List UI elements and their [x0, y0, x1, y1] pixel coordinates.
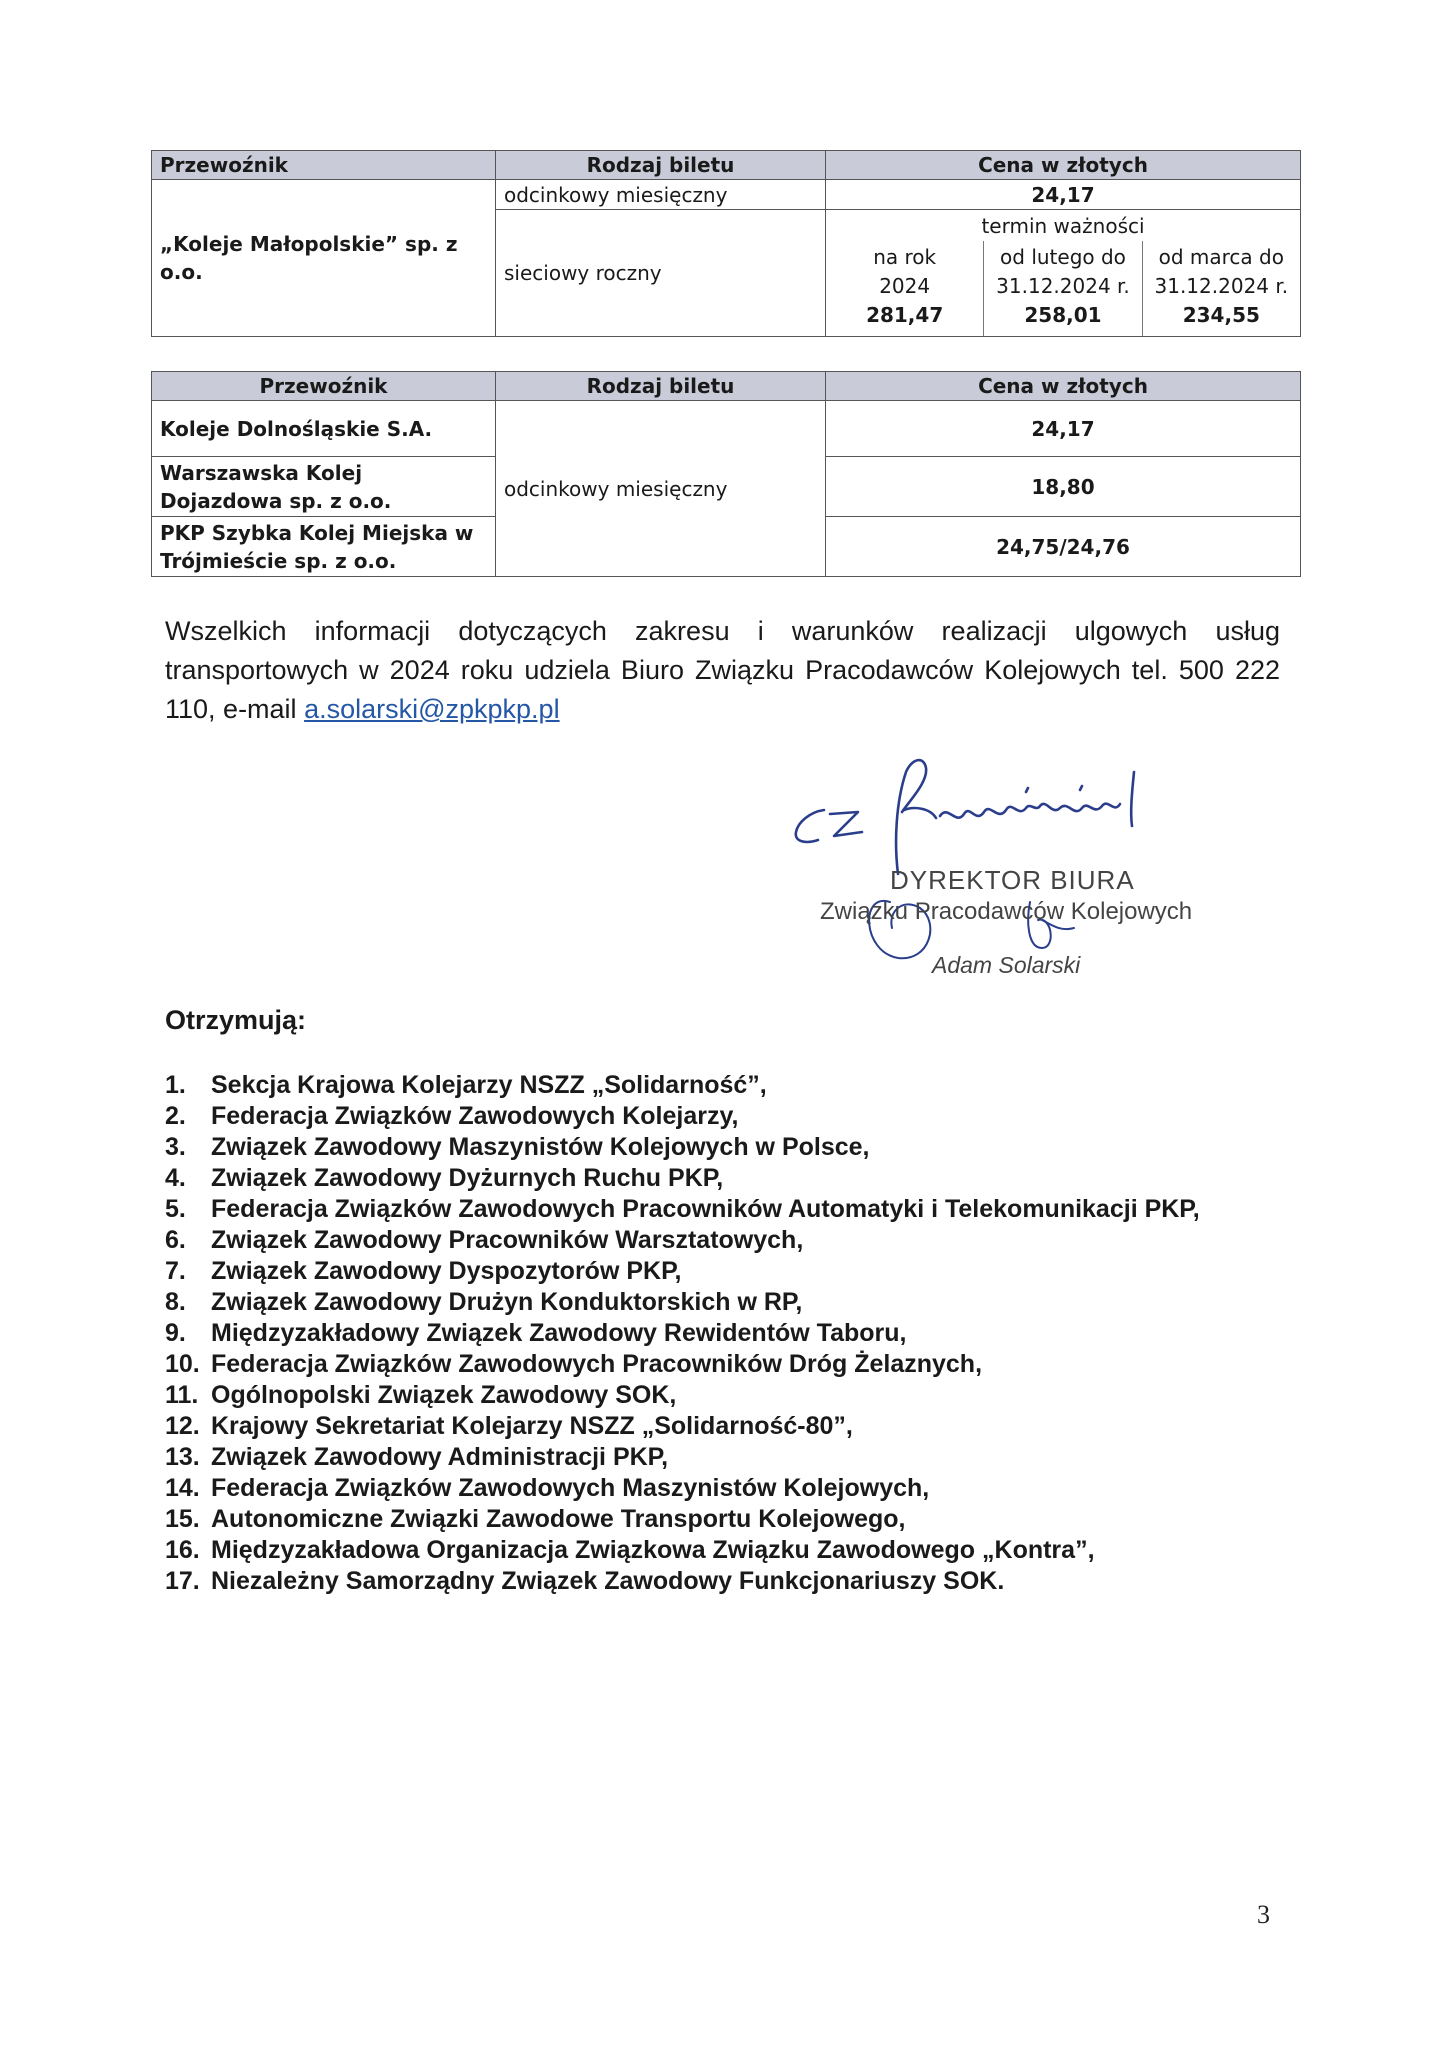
validity-label: termin ważności	[981, 213, 1145, 238]
validity-col-march-label: od marca do 31.12.2024 r.	[1154, 244, 1289, 298]
list-item	[165, 1163, 1285, 1194]
list-item-text: Federacja Związków Zawodowych Pracowników Automatyki i Telekomunikacji PKP,	[211, 1195, 1200, 1223]
table-header-row	[152, 372, 1301, 401]
price-cell: 24,17	[826, 401, 1301, 457]
list-item	[165, 1101, 1285, 1132]
signature-block	[780, 752, 1240, 982]
list-item	[165, 1535, 1285, 1566]
price-cell: 18,80	[826, 457, 1301, 517]
list-item-number: 17.	[165, 1567, 200, 1595]
list-item-number: 9.	[165, 1319, 186, 1347]
table-row	[152, 401, 1301, 457]
validity-col-march	[1142, 241, 1300, 336]
price-table-koleje-malopolskie	[151, 150, 1301, 337]
list-item	[165, 1473, 1285, 1504]
list-item-text: Ogólnopolski Związek Zawodowy SOK,	[211, 1381, 677, 1409]
info-paragraph	[165, 612, 1280, 729]
header-price: Cena w złotych	[826, 372, 1301, 401]
recipients-title: Otrzymują:	[165, 1005, 307, 1035]
ticket-type-cell: sieciowy roczny	[496, 210, 826, 337]
list-item-number: 16.	[165, 1536, 200, 1564]
list-item-number: 14.	[165, 1474, 200, 1502]
recipients-list	[165, 1070, 1285, 1597]
list-item-text: Związek Zawodowy Drużyn Konduktorskich w RP,	[211, 1288, 803, 1316]
list-item-number: 6.	[165, 1226, 186, 1254]
list-item-text: Federacja Związków Zawodowych Pracowników Dróg Żelaznych,	[211, 1350, 983, 1378]
list-item	[165, 1318, 1285, 1349]
validity-col-year	[826, 241, 983, 336]
list-item-number: 12.	[165, 1412, 200, 1440]
list-item	[165, 1380, 1285, 1411]
header-ticket-type: Rodzaj biletu	[496, 372, 826, 401]
list-item-text: Autonomiczne Związki Zawodowe Transportu Kolejowego,	[211, 1505, 906, 1533]
price-cell: 24,75/24,76	[826, 517, 1301, 577]
page-number: 3	[1257, 1900, 1270, 1929]
stamp-name: Adam Solarski	[932, 952, 1081, 978]
price-cell: 24,17	[826, 180, 1301, 210]
list-item	[165, 1349, 1285, 1380]
header-price: Cena w złotych	[826, 151, 1301, 180]
validity-col-year-label: na rok 2024	[873, 244, 937, 298]
list-item-text: Międzyzakładowy Związek Zawodowy Rewidentów Taboru,	[211, 1319, 907, 1347]
list-item-text: Międzyzakładowa Organizacja Związkowa Związku Zawodowego „Kontra”,	[211, 1536, 1095, 1564]
list-item-text: Związek Zawodowy Pracowników Warsztatowych,	[211, 1226, 804, 1254]
carrier-cell: Warszawska Kolej Dojazdowa sp. z o.o.	[152, 457, 496, 517]
table-row	[152, 180, 1301, 210]
validity-col-february-price: 258,01	[1024, 302, 1102, 327]
list-item-text: Federacja Związków Zawodowych Maszynistów Kolejowych,	[211, 1474, 930, 1502]
header-ticket-type: Rodzaj biletu	[496, 151, 826, 180]
validity-col-february	[983, 241, 1141, 336]
header-carrier: Przewoźnik	[152, 372, 496, 401]
list-item-text: Związek Zawodowy Administracji PKP,	[211, 1443, 669, 1471]
list-item-text: Sekcja Krajowa Kolejarzy NSZZ „Solidarność”,	[211, 1071, 767, 1099]
list-item-text: Krajowy Sekretariat Kolejarzy NSZZ „Solidarność-80”,	[211, 1412, 853, 1440]
list-item	[165, 1442, 1285, 1473]
info-text: Wszelkich informacji dotyczących zakresu i warunków realizacji ulgowych usług transportowych w 2024 roku udziela Biuro Związku Pracodawców Kolejowych tel. 500 222 110, e-mail	[165, 616, 1280, 724]
ticket-type-cell: odcinkowy miesięczny	[496, 180, 826, 210]
list-item-number: 5.	[165, 1195, 186, 1223]
list-item-text: Federacja Związków Zawodowych Kolejarzy,	[211, 1102, 739, 1130]
carrier-cell: PKP Szybka Kolej Miejska w Trójmieście sp. z o.o.	[152, 517, 496, 577]
list-item-number: 1.	[165, 1071, 186, 1099]
carrier-cell: Koleje Dolnośląskie S.A.	[152, 401, 496, 457]
validity-col-february-label: od lutego do 31.12.2024 r.	[996, 244, 1130, 298]
list-item	[165, 1070, 1285, 1101]
list-item-number: 15.	[165, 1505, 200, 1533]
list-item-text: Związek Zawodowy Dyżurnych Ruchu PKP,	[211, 1164, 724, 1192]
ticket-type-cell: odcinkowy miesięczny	[496, 401, 826, 577]
price-table-other-carriers	[151, 371, 1301, 577]
stamp-organization: Związku Pracodawców Kolejowych	[820, 898, 1193, 925]
list-item-number: 10.	[165, 1350, 200, 1378]
validity-subgrid	[826, 241, 1300, 336]
validity-cell	[826, 210, 1301, 337]
list-item	[165, 1287, 1285, 1318]
list-item-number: 7.	[165, 1257, 186, 1285]
list-item	[165, 1411, 1285, 1442]
list-item	[165, 1504, 1285, 1535]
list-item-number: 4.	[165, 1164, 186, 1192]
list-item-number: 11.	[165, 1381, 199, 1409]
header-carrier: Przewoźnik	[152, 151, 496, 180]
carrier-cell: „Koleje Małopolskie” sp. z o.o.	[152, 180, 496, 337]
list-item	[165, 1194, 1285, 1225]
list-item	[165, 1256, 1285, 1287]
validity-col-march-price: 234,55	[1182, 302, 1260, 327]
list-item-text: Związek Zawodowy Maszynistów Kolejowych w Polsce,	[211, 1133, 870, 1161]
list-item-number: 8.	[165, 1288, 186, 1316]
list-item	[165, 1225, 1285, 1256]
list-item-number: 13.	[165, 1443, 200, 1471]
list-item	[165, 1566, 1285, 1597]
validity-col-year-price: 281,47	[866, 302, 944, 327]
list-item-text: Niezależny Samorządny Związek Zawodowy Funkcjonariuszy SOK.	[211, 1567, 1005, 1595]
stamp-title: DYREKTOR BIURA	[890, 865, 1135, 895]
handwritten-signature-icon	[780, 752, 1240, 982]
list-item	[165, 1132, 1285, 1163]
email-link[interactable]: a.solarski@zpkpkp.pl	[304, 694, 560, 724]
list-item-text: Związek Zawodowy Dyspozytorów PKP,	[211, 1257, 682, 1285]
table-header-row	[152, 151, 1301, 180]
list-item-number: 3.	[165, 1133, 186, 1161]
list-item-number: 2.	[165, 1102, 186, 1130]
